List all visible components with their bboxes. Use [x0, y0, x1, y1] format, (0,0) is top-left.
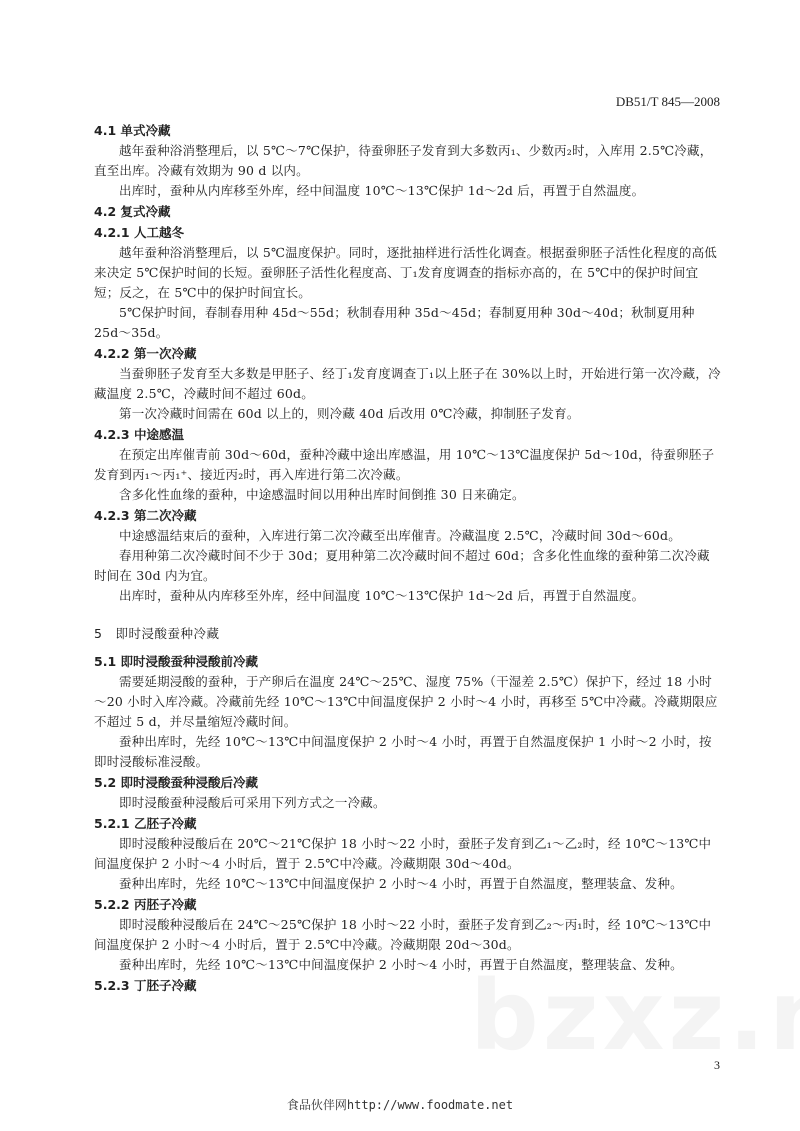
- document-body: [94, 120, 722, 996]
- heading-5-1: 5.1 即时浸酸蚕种浸酸前冷藏: [94, 654, 258, 669]
- paragraph: 蚕种出库时，先经 10℃～13℃中间温度保护 2 小时～4 小时，再置于自然温度，整理装盒、发种。: [119, 876, 683, 891]
- heading-4-2-3: 4.2.3 中途感温: [94, 427, 184, 442]
- heading-4-2-4: 4.2.3 第二次冷藏: [94, 508, 197, 523]
- paragraph: 含多化性血缘的蚕种，中途感温时间以用种出库时间倒推 30 日来确定。: [119, 487, 525, 502]
- paragraph: 5℃保护时间，春制春用种 45d～55d；秋制春用种 35d～45d；春制夏用种 30d～40d；秋制夏用种 25d～35d。: [94, 305, 695, 340]
- heading-4-2: 4.2 复式冷藏: [94, 204, 171, 219]
- heading-5-2-2: 5.2.2 丙胚子冷藏: [94, 897, 197, 912]
- paragraph: 出库时，蚕种从内库移至外库，经中间温度 10℃～13℃保护 1d～2d 后，再置于自然温度。: [119, 183, 645, 198]
- paragraph: 即时浸酸蚕种浸酸后可采用下列方式之一冷藏。: [119, 795, 386, 810]
- paragraph: 蚕种出库时，先经 10℃～13℃中间温度保护 2 小时～4 小时，再置于自然温度保护 1 小时～2 小时，按即时浸酸标准浸酸。: [94, 734, 712, 769]
- paragraph: 蚕种出库时，先经 10℃～13℃中间温度保护 2 小时～4 小时，再置于自然温度，整理装盒、发种。: [119, 957, 683, 972]
- heading-4-2-1: 4.2.1 人工越冬: [94, 225, 184, 240]
- paragraph: 第一次冷藏时间需在 60d 以上的，则冷藏 40d 后改用 0℃冷藏，抑制胚子发育。: [119, 406, 580, 421]
- paragraph: 春用种第二次冷藏时间不少于 30d；夏用种第二次冷藏时间不超过 60d；含多化性血缘的蚕种第二次冷藏时间在 30d 内为宜。: [94, 548, 710, 583]
- paragraph: 中途感温结束后的蚕种，入库进行第二次冷藏至出库催青。冷藏温度 2.5℃，冷藏时间 30d～60d。: [119, 528, 681, 543]
- paragraph: 出库时，蚕种从内库移至外库，经中间温度 10℃～13℃保护 1d～2d 后，再置于自然温度。: [119, 588, 645, 603]
- paragraph: 即时浸酸种浸酸后在 24℃～25℃保护 18 小时～22 小时，蚕胚子发育到乙₂～丙₁时，经 10℃～13℃中间温度保护 2 小时～4 小时后，置于 2.5℃中冷藏。冷藏期限 20d～30d。: [94, 917, 712, 952]
- footer-source: 食品伙伴网http://www.foodmate.net: [286, 1098, 514, 1112]
- heading-5-2-1: 5.2.1 乙胚子冷藏: [94, 816, 197, 831]
- page-number: 3: [714, 1058, 720, 1072]
- document-code: DB51/T 845—2008: [615, 94, 720, 109]
- heading-4-2-2: 4.2.2 第一次冷藏: [94, 346, 197, 361]
- paragraph: 即时浸酸种浸酸后在 20℃～21℃保护 18 小时～22 小时，蚕胚子发育到乙₁～乙₂时，经 10℃～13℃中间温度保护 2 小时～4 小时后，置于 2.5℃中冷藏。冷藏期限 30d～40d。: [94, 836, 712, 871]
- paragraph: 在预定出库催青前 30d～60d，蚕种冷藏中途出库感温，用 10℃～13℃温度保护 5d～10d，待蚕卵胚子发育到丙₁～丙₁⁺、接近丙₂时，再入库进行第二次冷藏。: [94, 447, 715, 482]
- heading-4-1: 4.1 单式冷藏: [94, 123, 171, 138]
- heading-5-2-3: 5.2.3 丁胚子冷藏: [94, 978, 197, 993]
- paragraph: 需要延期浸酸的蚕种，于产卵后在温度 24℃～25℃、湿度 75%（干湿差 2.5℃）保护下，经过 18 小时～20 小时入库冷藏。冷藏前先经 10℃～13℃中间温度保护 2 小时～4 小时，再移至 5℃中冷藏。冷藏期限应不超过 5 d，并尽量缩短冷藏时间。: [94, 674, 718, 729]
- paragraph: 当蚕卵胚子发育至大多数是甲胚子、经丁₁发育度调查丁₁以上胚子在 30%以上时，开始进行第一次冷藏，冷藏温度 2.5℃，冷藏时间不超过 60d。: [94, 366, 721, 401]
- paragraph: 越年蚕种浴消整理后，以 5℃～7℃保护，待蚕卵胚子发育到大多数丙₁、少数丙₂时，入库用 2.5℃冷藏，直至出库。冷藏有效期为 90 d 以内。: [94, 143, 713, 178]
- heading-5: 5 即时浸酸蚕种冷藏: [94, 626, 220, 641]
- heading-5-2: 5.2 即时浸酸蚕种浸酸后冷藏: [94, 775, 258, 790]
- paragraph: 越年蚕种浴消整理后，以 5℃温度保护。同时，逐批抽样进行活性化调查。根据蚕卵胚子活性化程度的高低来决定 5℃保护时间的长短。蚕卵胚子活性化程度高、丁₁发育度调查的指标亦高的，在 5℃中的保护时间宜短；反之，在 5℃中的保护时间宜长。: [94, 245, 718, 300]
